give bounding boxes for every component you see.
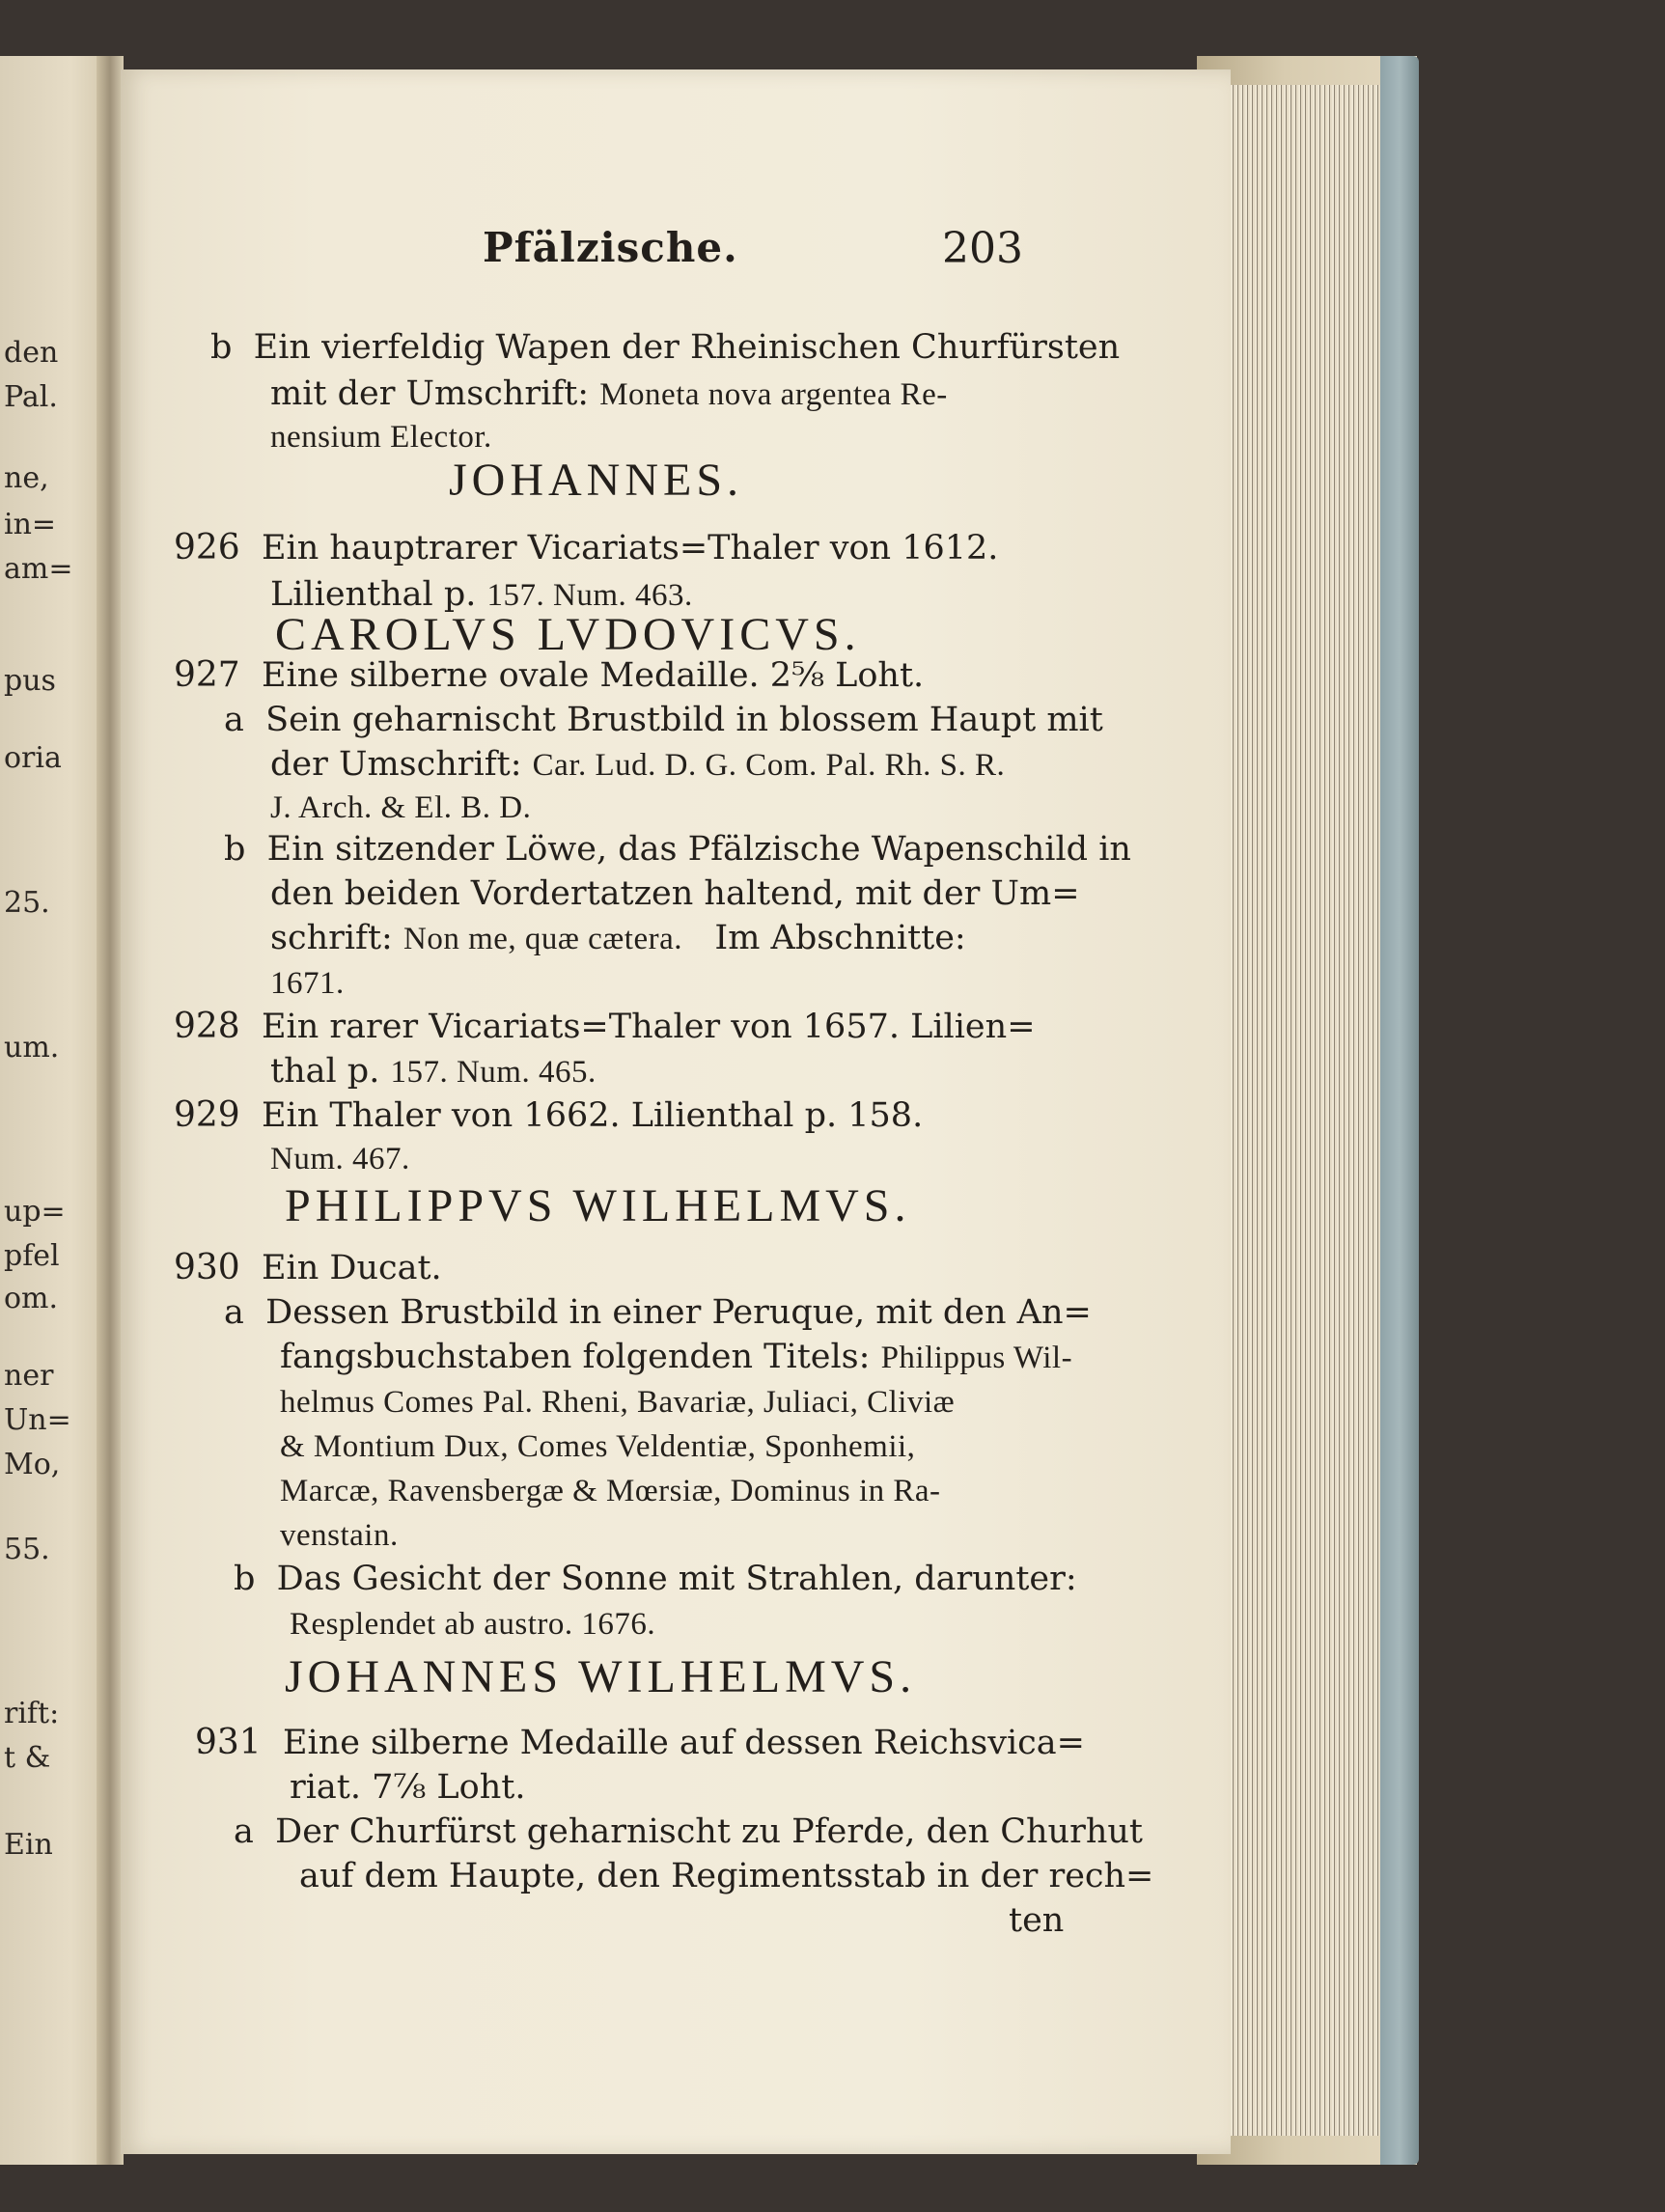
line-text: riat. 7⅞ Loht. (290, 1768, 526, 1807)
entry-prefix: b (224, 830, 246, 869)
line-text: Ein sitzender Löwe, das Pfälzische Wapenschild in (266, 830, 1131, 869)
line-text: Ein vierfeldig Wapen der Rheinischen Churfürsten (253, 328, 1121, 367)
book-gutter (97, 56, 124, 2165)
entry-prefix: a (224, 1293, 244, 1332)
entry-line (224, 827, 1131, 871)
entry-line (270, 785, 531, 830)
left-fragment: in= (4, 508, 57, 541)
line-text: Ein Thaler von 1662. Lilienthal p. 158. (261, 1096, 924, 1135)
line-text: Eine silberne Medaille auf dessen Reichsvica= (282, 1724, 1085, 1762)
line-latin: & Montium Dux, Comes Veldentiæ, Sponhemii, (280, 1429, 916, 1464)
entry-line (210, 325, 1120, 370)
entry-line (195, 1721, 1085, 1765)
line-latin: 1671. (270, 966, 345, 1001)
page-number: 203 (942, 224, 1023, 273)
entry-number: 926 (174, 528, 240, 567)
left-fragment: up= (4, 1195, 66, 1229)
entry-line (280, 1468, 941, 1513)
line-text: Ein Ducat. (261, 1249, 442, 1287)
entry-line (280, 1379, 955, 1424)
entry-line (270, 960, 345, 1006)
entry-line (174, 1005, 1036, 1049)
line-latin: Marcæ, Ravensbergæ & Mœrsiæ, Dominus in Ra- (280, 1474, 941, 1508)
line-text: Das Gesicht der Sonne mit Strahlen, darunter: (276, 1560, 1077, 1598)
line-latin: nensium Elector. (270, 420, 492, 455)
line-text: fangsbuchstaben folgenden Titels: (280, 1338, 871, 1376)
left-fragment: Mo, (4, 1448, 61, 1481)
section-heading: JOHANNES WILHELMVS. (285, 1651, 917, 1702)
line-text: Ein rarer Vicariats=Thaler von 1657. Lilien= (261, 1008, 1036, 1046)
line-text: den beiden Vordertatzen haltend, mit der Um= (270, 874, 1080, 913)
entry-number: 929 (174, 1095, 240, 1135)
left-fragment: den (4, 336, 59, 370)
left-fragment: ner (4, 1359, 54, 1393)
entry-line (224, 1290, 1092, 1335)
left-fragment: pfel (4, 1239, 60, 1273)
page-stack (1202, 85, 1400, 2136)
line-text: schrift: (270, 919, 393, 957)
line-latin: Philippus Wil- (880, 1341, 1073, 1375)
left-fragment: Ein (4, 1828, 53, 1862)
line-text: Eine silberne ovale Medaille. 2⅝ Loht. (261, 656, 925, 695)
left-fragment: pus (4, 664, 56, 698)
entry-line (280, 1512, 399, 1558)
entry-line (174, 653, 924, 698)
entry-line (270, 1136, 410, 1181)
line-latin: venstain. (280, 1518, 399, 1553)
entry-number: 928 (174, 1007, 240, 1046)
entry-line (290, 1765, 525, 1810)
line-text: auf dem Haupte, den Regimentsstab in der rech= (299, 1857, 1154, 1895)
entry-number: 930 (174, 1248, 240, 1287)
line-text: der Umschrift: (270, 745, 522, 784)
section-heading: CAROLVS LVDOVICVS. (275, 609, 861, 660)
line-latin: J. Arch. & El. B. D. (270, 790, 532, 825)
entry-line (174, 1093, 923, 1138)
left-fragment: t & (4, 1741, 51, 1775)
entry-line (290, 1601, 655, 1646)
line-text: Lilienthal p. (270, 575, 477, 614)
line-latin: Resplendet ab austro. 1676. (290, 1607, 656, 1642)
left-fragment: Un= (4, 1403, 71, 1437)
left-fragment: rift: (4, 1697, 60, 1730)
entry-line (270, 414, 492, 459)
entry-line (270, 1049, 597, 1094)
line-latin: Num. 467. (270, 1142, 410, 1176)
line-text: Im Abschnitte: (714, 919, 966, 957)
line-text: Der Churfürst geharnischt zu Pferde, den Churhut (275, 1812, 1143, 1851)
entry-prefix: a (224, 701, 244, 739)
line-latin: helmus Comes Pal. Rheni, Bavariæ, Juliaci, Cliviæ (280, 1385, 956, 1420)
entry-prefix: b (234, 1560, 256, 1598)
line-latin: 157. Num. 463. (486, 578, 693, 613)
entry-line (299, 1854, 1153, 1898)
book-board (1380, 56, 1419, 2165)
left-fragment: Pal. (4, 380, 58, 414)
left-fragment: oria (4, 741, 62, 775)
entry-number: 927 (174, 655, 240, 695)
entry-line (270, 372, 948, 417)
entry-line (234, 1810, 1143, 1854)
line-latin: Moneta nova argentea Re- (599, 377, 948, 412)
entry-line (270, 871, 1080, 916)
left-fragment: om. (4, 1282, 59, 1315)
line-latin: Car. Lud. D. G. Com. Pal. Rh. S. R. (532, 748, 1006, 783)
entry-line (174, 526, 998, 570)
catchword (1009, 1898, 1064, 1943)
entry-prefix: b (210, 328, 233, 367)
entry-line (224, 698, 1103, 742)
line-text: ten (1009, 1901, 1065, 1940)
entry-line (234, 1557, 1077, 1601)
line-text: mit der Umschrift: (270, 374, 590, 413)
left-fragment: 55. (4, 1533, 50, 1566)
left-fragment: am= (4, 552, 73, 586)
entry-line (280, 1424, 915, 1469)
line-latin: 157. Num. 465. (390, 1055, 597, 1090)
line-latin: Non me, quæ cætera. (402, 922, 683, 956)
entry-number: 931 (195, 1723, 262, 1762)
entry-line (270, 916, 966, 961)
entry-prefix: a (234, 1812, 254, 1851)
entry-line (174, 1246, 442, 1290)
line-text: Dessen Brustbild in einer Peruque, mit den An= (265, 1293, 1092, 1332)
line-text: Ein hauptrarer Vicariats=Thaler von 1612. (261, 529, 999, 567)
section-heading: PHILIPPVS WILHELMVS. (285, 1180, 911, 1231)
line-text: Sein geharnischt Brustbild in blossem Haupt mit (265, 701, 1103, 739)
running-title: Pfälzische. (483, 224, 738, 271)
left-fragment: um. (4, 1031, 60, 1065)
left-fragment: ne, (4, 461, 49, 495)
entry-line (270, 742, 1005, 788)
line-text: thal p. (270, 1052, 380, 1091)
left-fragment: 25. (4, 886, 50, 920)
entry-line (280, 1335, 1072, 1380)
section-heading: JOHANNES. (449, 455, 744, 506)
